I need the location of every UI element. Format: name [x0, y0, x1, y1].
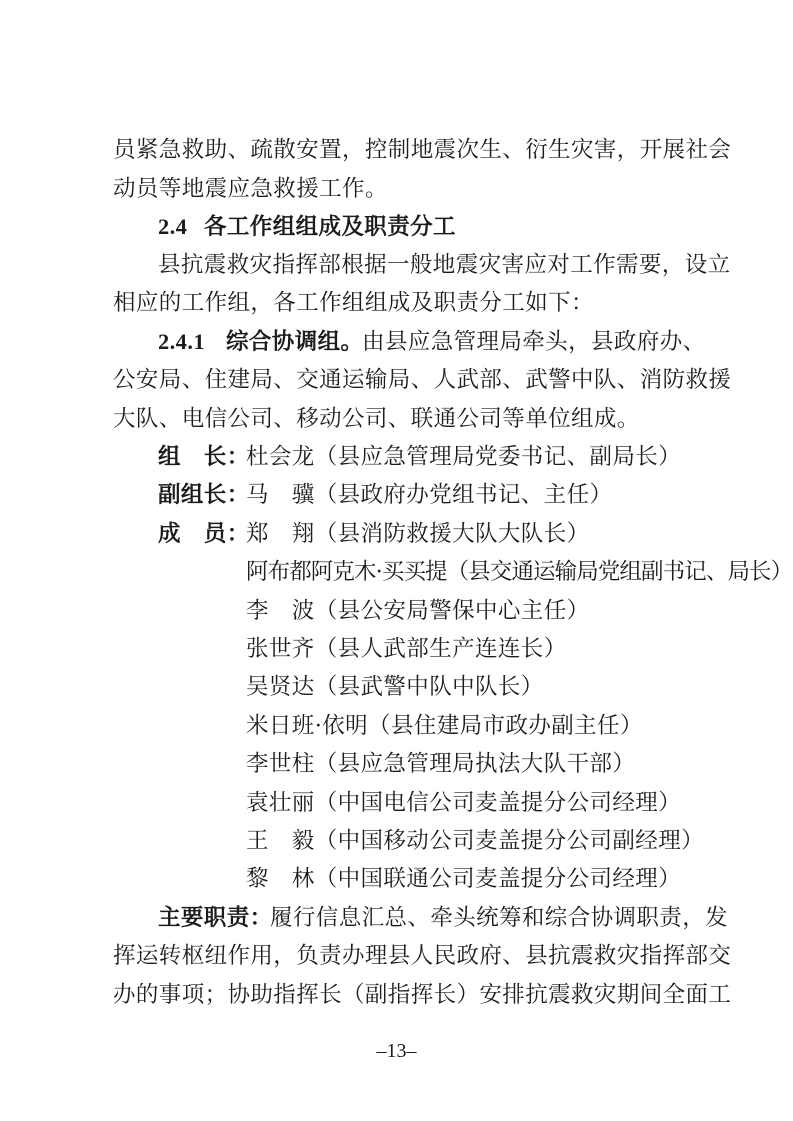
leader-text: 杜会龙（县应急管理局党委书记、副局长） [246, 444, 682, 470]
member-line [0, 630, 793, 668]
subsection-heading-line [0, 323, 793, 361]
member-entry: 袁壮丽（中国电信公司麦盖提分公司经理） [246, 790, 682, 816]
member-line [0, 592, 793, 630]
body-text-line [0, 976, 793, 1014]
member-line [0, 553, 793, 591]
paragraph-text: 履行信息汇总、牵头统筹和综合协调职责，发 [270, 905, 729, 931]
members-label: 成 员： [158, 521, 250, 547]
member-line [0, 784, 793, 822]
body-text-line [0, 361, 793, 399]
member-entry: 黎 林（中国联通公司麦盖提分公司经理） [246, 866, 682, 892]
member-entry: 米日班·依明（县住建局市政办副主任） [246, 713, 643, 739]
member-line [0, 515, 793, 553]
paragraph-text: 大队、电信公司、移动公司、联通公司等单位组成。 [113, 406, 640, 432]
body-text-line [0, 284, 793, 322]
paragraph-text: 县抗震救灾指挥部根据一般地震灾害应对工作需要，设立 [158, 252, 731, 278]
member-line [0, 860, 793, 898]
paragraph-text: 动员等地震应急救援工作。 [113, 176, 388, 202]
section-heading [0, 208, 793, 246]
member-line [0, 822, 793, 860]
body-text-line [0, 937, 793, 975]
member-line [0, 707, 793, 745]
member-entry: 张世齐（县人武部生产连连长） [246, 636, 567, 662]
deputy-line [0, 476, 793, 514]
paragraph-text: 挥运转枢纽作用，负责办理县人民政府、县抗震救灾指挥部交 [113, 943, 732, 969]
member-entry: 郑 翔（县消防救援大队大队长） [246, 521, 590, 547]
paragraph-text: 员紧急救助、疏散安置，控制地震次生、衍生灾害，开展社会 [113, 137, 732, 163]
member-line [0, 745, 793, 783]
paragraph-text: 公安局、住建局、交通运输局、人武部、武警中队、消防救援 [113, 367, 732, 393]
page-number: –13– [376, 1040, 417, 1062]
member-entry: 李世柱（县应急管理局执法大队干部） [246, 751, 636, 777]
deputy-label: 副组长： [158, 482, 250, 508]
duties-label: 主要职责： [158, 905, 273, 931]
member-entry: 王 毅（中国移动公司麦盖提分公司副经理） [246, 828, 705, 854]
section-title: 各工作组组成及职责分工 [204, 214, 456, 240]
duties-line [0, 899, 793, 937]
section-number: 2.4 [158, 214, 188, 239]
subsection-title: 综合协调组。 [226, 329, 364, 355]
member-entry: 李 波（县公安局警保中心主任） [246, 598, 590, 624]
member-entry: 吴贤达（县武警中队中队长） [246, 674, 544, 700]
paragraph-text: 相应的工作组，各工作组组成及职责分工如下： [113, 290, 594, 316]
subsection-number: 2.4.1 [158, 329, 205, 354]
member-entry: 阿布都阿克木·买买提（县交通运输局党组副书记、局长） [246, 559, 793, 585]
body-text-line [0, 400, 793, 438]
leader-line [0, 438, 793, 476]
leader-label: 组 长： [158, 444, 250, 470]
body-text-line [0, 131, 793, 169]
body-text-line [0, 246, 793, 284]
paragraph-text: 由县应急管理局牵头，县政府办、 [362, 329, 706, 355]
deputy-text: 马 骥（县政府办党组书记、主任） [246, 482, 613, 508]
paragraph-text: 办的事项；协助指挥长（副指挥长）安排抗震救灾期间全面工 [113, 982, 732, 1008]
body-text-line [0, 170, 793, 208]
member-line [0, 668, 793, 706]
